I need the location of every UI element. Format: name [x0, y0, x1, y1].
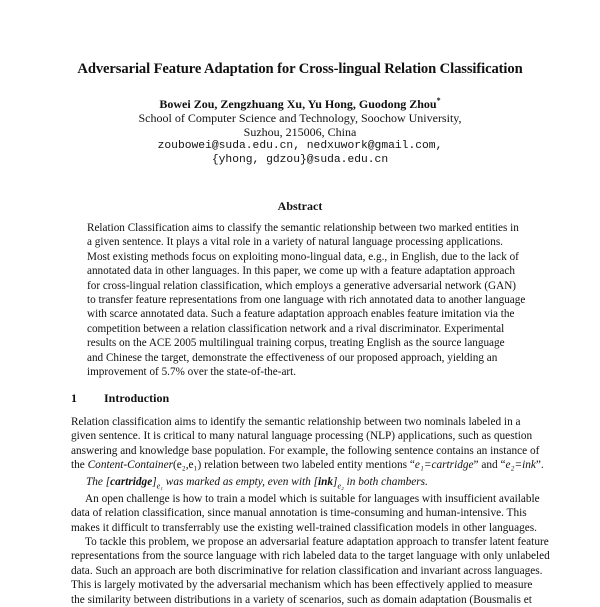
abstract-line: to transfer feature representations from one language with rich annotated data to another language — [87, 294, 526, 307]
entity-sub-e1: e₁ — [156, 481, 163, 491]
paragraph-line: representations from the source language with rich labeled data to the target language with only unlabeled — [71, 550, 550, 563]
section-title: Introduction — [104, 391, 170, 405]
paragraph-line: the Content-Container(e₂,e₁) relation between two labeled entity mentions “e₁=cartridge” and “e₂=ink”. — [71, 459, 544, 472]
abstract-line: with scarce annotated data. Such a feature adaptation approach enables feature imitation via the — [87, 308, 515, 321]
paragraph-line: answering and knowledge base population. For example, the following sentence contains an instance of — [71, 444, 540, 457]
paper-title: Adversarial Feature Adaptation for Cross-lingual Relation Classification — [77, 61, 523, 77]
abstract-line: annotated data in other languages. In this paper, we come up with a feature adaptation approach — [87, 265, 515, 278]
abstract-heading: Abstract — [277, 199, 323, 213]
paragraph-line: makes it difficult to transferrably use the existing well-trained classification models in other languages. — [71, 521, 537, 534]
abstract-line: for cross-lingual relation classification, which employs a generative adversarial network (GAN) — [87, 279, 517, 292]
abstract-line: and Chinese the target, demonstrate the effectiveness of our proposed approach, yielding an — [87, 351, 498, 364]
paragraph-line: This is largely motivated by the adversarial mechanism which has been effectively applied to measure — [71, 579, 533, 592]
example-sentence: The $[cartridge]_{e_1}$ was marked as empty, even with $[ink]_{e_2}$ in both chambers. — [86, 476, 428, 491]
email-line-1: zoubowei@suda.edu.cn, nedxuwork@gmail.com, — [157, 140, 443, 152]
paragraph-line: given sentence. It is critical to many natural language processing (NLP) applications, such as question — [71, 430, 533, 443]
abstract-line: competition between a relation classification network and a rival discriminator. Experimental — [87, 322, 505, 335]
abstract-body — [87, 221, 526, 379]
intro-paragraph-1 — [71, 415, 544, 473]
paragraph-line: An open challenge is how to train a model which is suitable for languages with insufficient available — [85, 493, 540, 505]
entity-ink: ink — [317, 476, 334, 488]
author-block — [0, 94, 600, 167]
paragraph-line: data. Such an approach are both discriminative for relation classification and invariant across languages. — [71, 564, 543, 577]
section-heading-introduction — [71, 391, 169, 406]
abstract-line: Most existing methods focus on exploiting mono-lingual data, e.g., in English, due to the lack of — [87, 250, 519, 263]
email-line-2: {yhong, gdzou}@suda.edu.cn — [211, 154, 389, 166]
author-list: Bowei Zou, Zengzhuang Xu, Yu Hong, Guodong Zhou — [159, 97, 437, 111]
paragraph-line: data of relation classification, since manual annotation is time-consuming and human-intensive. This — [71, 507, 527, 520]
entity-cartridge: cartridge — [110, 476, 153, 488]
section-number: 1 — [71, 391, 77, 405]
affiliation-line-2: Suzhou, 215006, China — [243, 125, 357, 139]
paragraph-line: the similarity between distributions in a variety of scenarios, such as domain adaptation (Bousmalis et — [71, 593, 532, 606]
abstract-line: Relation Classification aims to classify the semantic relationship between two marked entities in — [87, 222, 519, 234]
intro-paragraph-3 — [71, 535, 550, 607]
abstract-line: improvement of 5.7% over the state-of-the-art. — [87, 366, 297, 379]
paragraph-line: To tackle this problem, we propose an adversarial feature adaptation approach to transfer latent feature — [85, 536, 549, 548]
paragraph-line: Relation classification aims to identify the semantic relationship between two nominals labeled in a — [71, 416, 521, 428]
affiliation-line-1: School of Computer Science and Technology, Soochow University, — [138, 111, 462, 125]
intro-paragraph-2 — [71, 492, 540, 535]
entity-sub-e2: e₂ — [337, 481, 344, 491]
abstract-line: a given sentence. It plays a vital role in a variety of natural language processing applications. — [87, 236, 503, 249]
author-names — [0, 94, 600, 111]
abstract-line: results on the ACE 2005 multilingual training corpus, treating English as the source language — [87, 337, 505, 350]
corresponding-author-mark: * — [436, 96, 441, 105]
